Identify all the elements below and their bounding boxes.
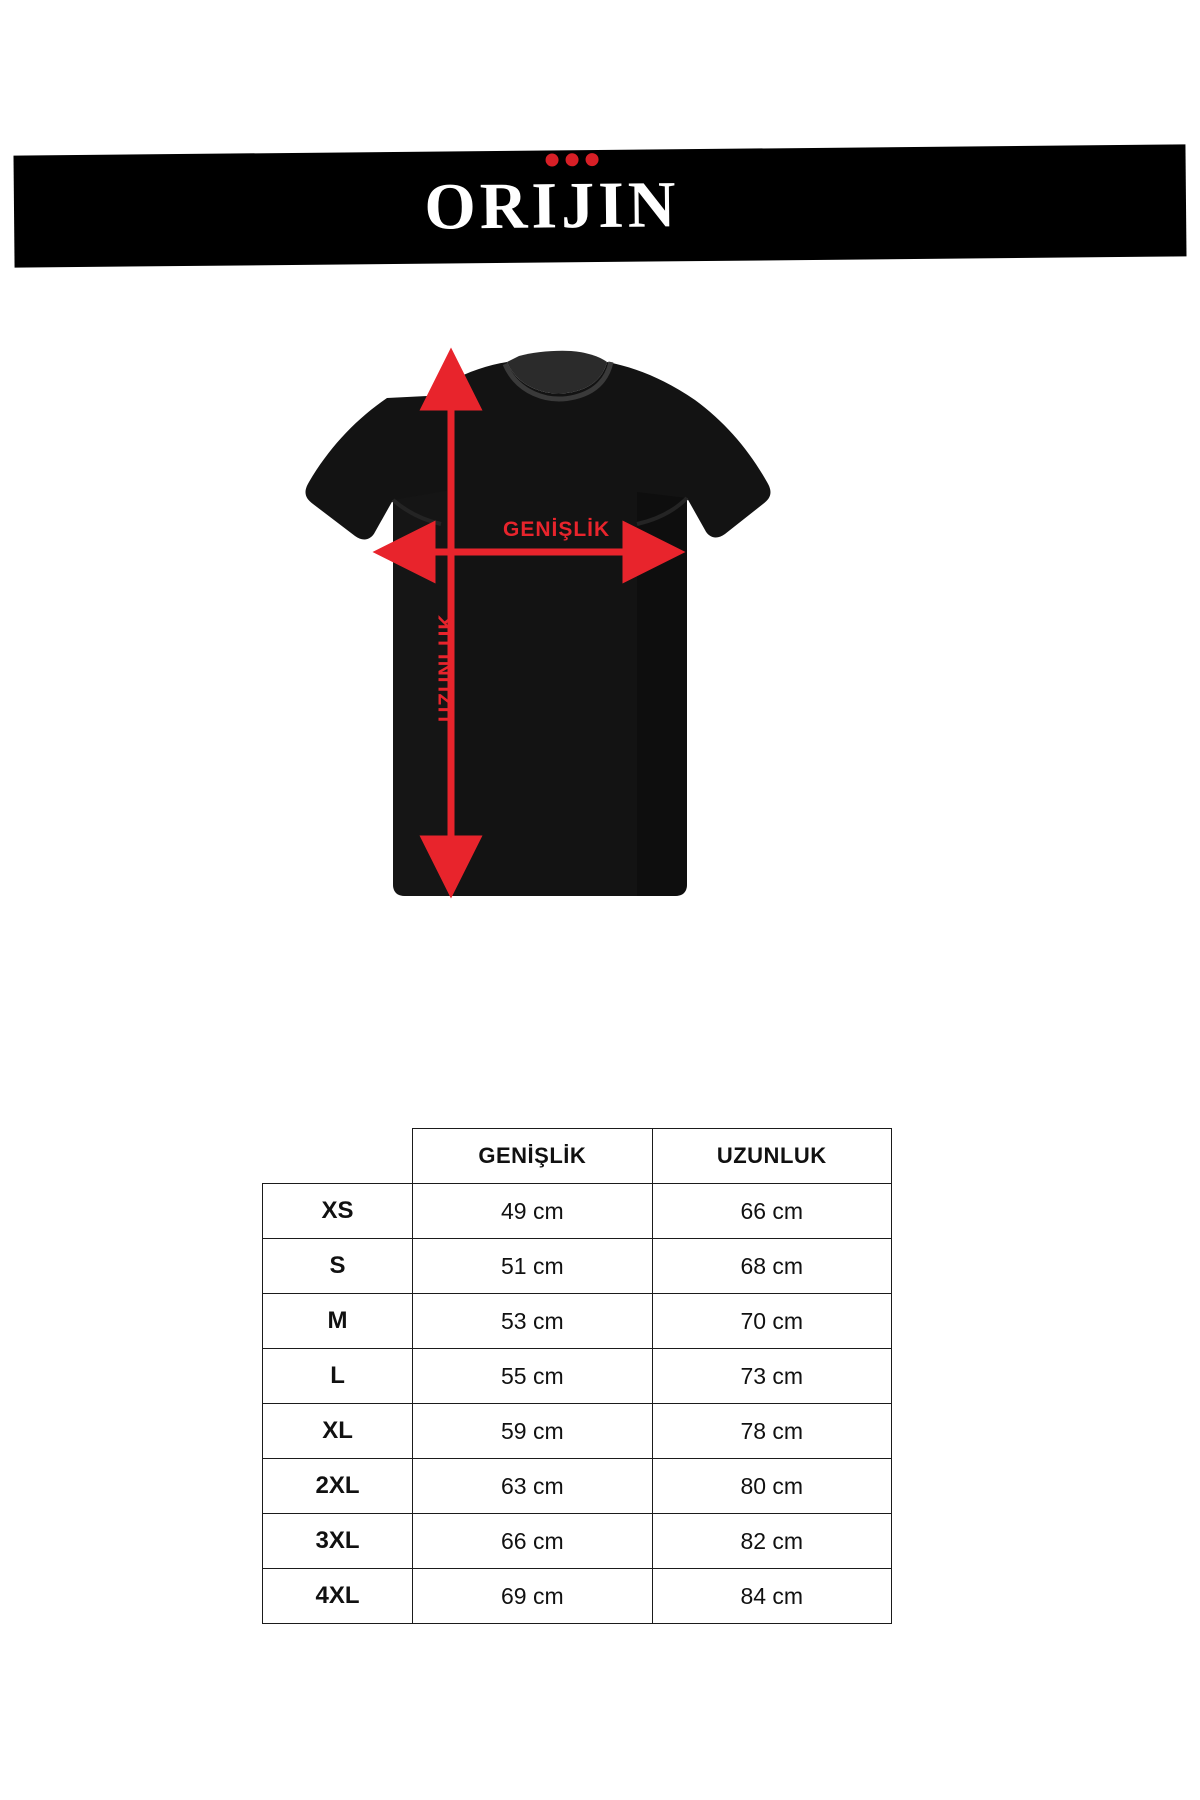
- size-chart-table: [262, 1128, 892, 1624]
- table-row: [263, 1239, 892, 1294]
- tshirt-diagram: [255, 340, 815, 920]
- brand-banner: [13, 144, 1186, 267]
- width-value: 55 cm: [413, 1349, 652, 1404]
- table-row: [263, 1459, 892, 1514]
- length-measure-label: UZUNLUK: [435, 613, 458, 722]
- width-value: 59 cm: [413, 1404, 652, 1459]
- length-value: 73 cm: [652, 1349, 891, 1404]
- table-header-row: [263, 1129, 892, 1184]
- length-value: 68 cm: [652, 1239, 891, 1294]
- length-value: 82 cm: [652, 1514, 891, 1569]
- table-row: [263, 1569, 892, 1624]
- width-value: 63 cm: [413, 1459, 652, 1514]
- size-label: XS: [263, 1184, 413, 1239]
- brand-logo: [424, 168, 680, 244]
- logo-dot-icon: [585, 153, 598, 166]
- size-label: 3XL: [263, 1514, 413, 1569]
- size-label: XL: [263, 1404, 413, 1459]
- table-row: [263, 1349, 892, 1404]
- size-label: 2XL: [263, 1459, 413, 1514]
- logo-dots-icon: [545, 153, 598, 167]
- width-value: 66 cm: [413, 1514, 652, 1569]
- table-row: [263, 1184, 892, 1239]
- size-label: S: [263, 1239, 413, 1294]
- table-row: [263, 1404, 892, 1459]
- size-label: M: [263, 1294, 413, 1349]
- width-measure-label: GENİŞLİK: [503, 518, 611, 541]
- width-value: 69 cm: [413, 1569, 652, 1624]
- table-corner-cell: [263, 1129, 413, 1184]
- tshirt-illustration: [255, 340, 815, 920]
- table-header-length: UZUNLUK: [652, 1129, 891, 1184]
- brand-name: ORIJIN: [424, 168, 680, 244]
- length-value: 66 cm: [652, 1184, 891, 1239]
- table-row: [263, 1294, 892, 1349]
- table-row: [263, 1514, 892, 1569]
- size-label: L: [263, 1349, 413, 1404]
- size-label: 4XL: [263, 1569, 413, 1624]
- logo-dot-icon: [545, 153, 558, 166]
- logo-dot-icon: [565, 153, 578, 166]
- width-value: 53 cm: [413, 1294, 652, 1349]
- table-header-width: GENİŞLİK: [413, 1129, 652, 1184]
- length-value: 80 cm: [652, 1459, 891, 1514]
- width-value: 51 cm: [413, 1239, 652, 1294]
- length-value: 84 cm: [652, 1569, 891, 1624]
- brand-banner-inner: [13, 144, 1186, 267]
- length-value: 78 cm: [652, 1404, 891, 1459]
- width-value: 49 cm: [413, 1184, 652, 1239]
- length-value: 70 cm: [652, 1294, 891, 1349]
